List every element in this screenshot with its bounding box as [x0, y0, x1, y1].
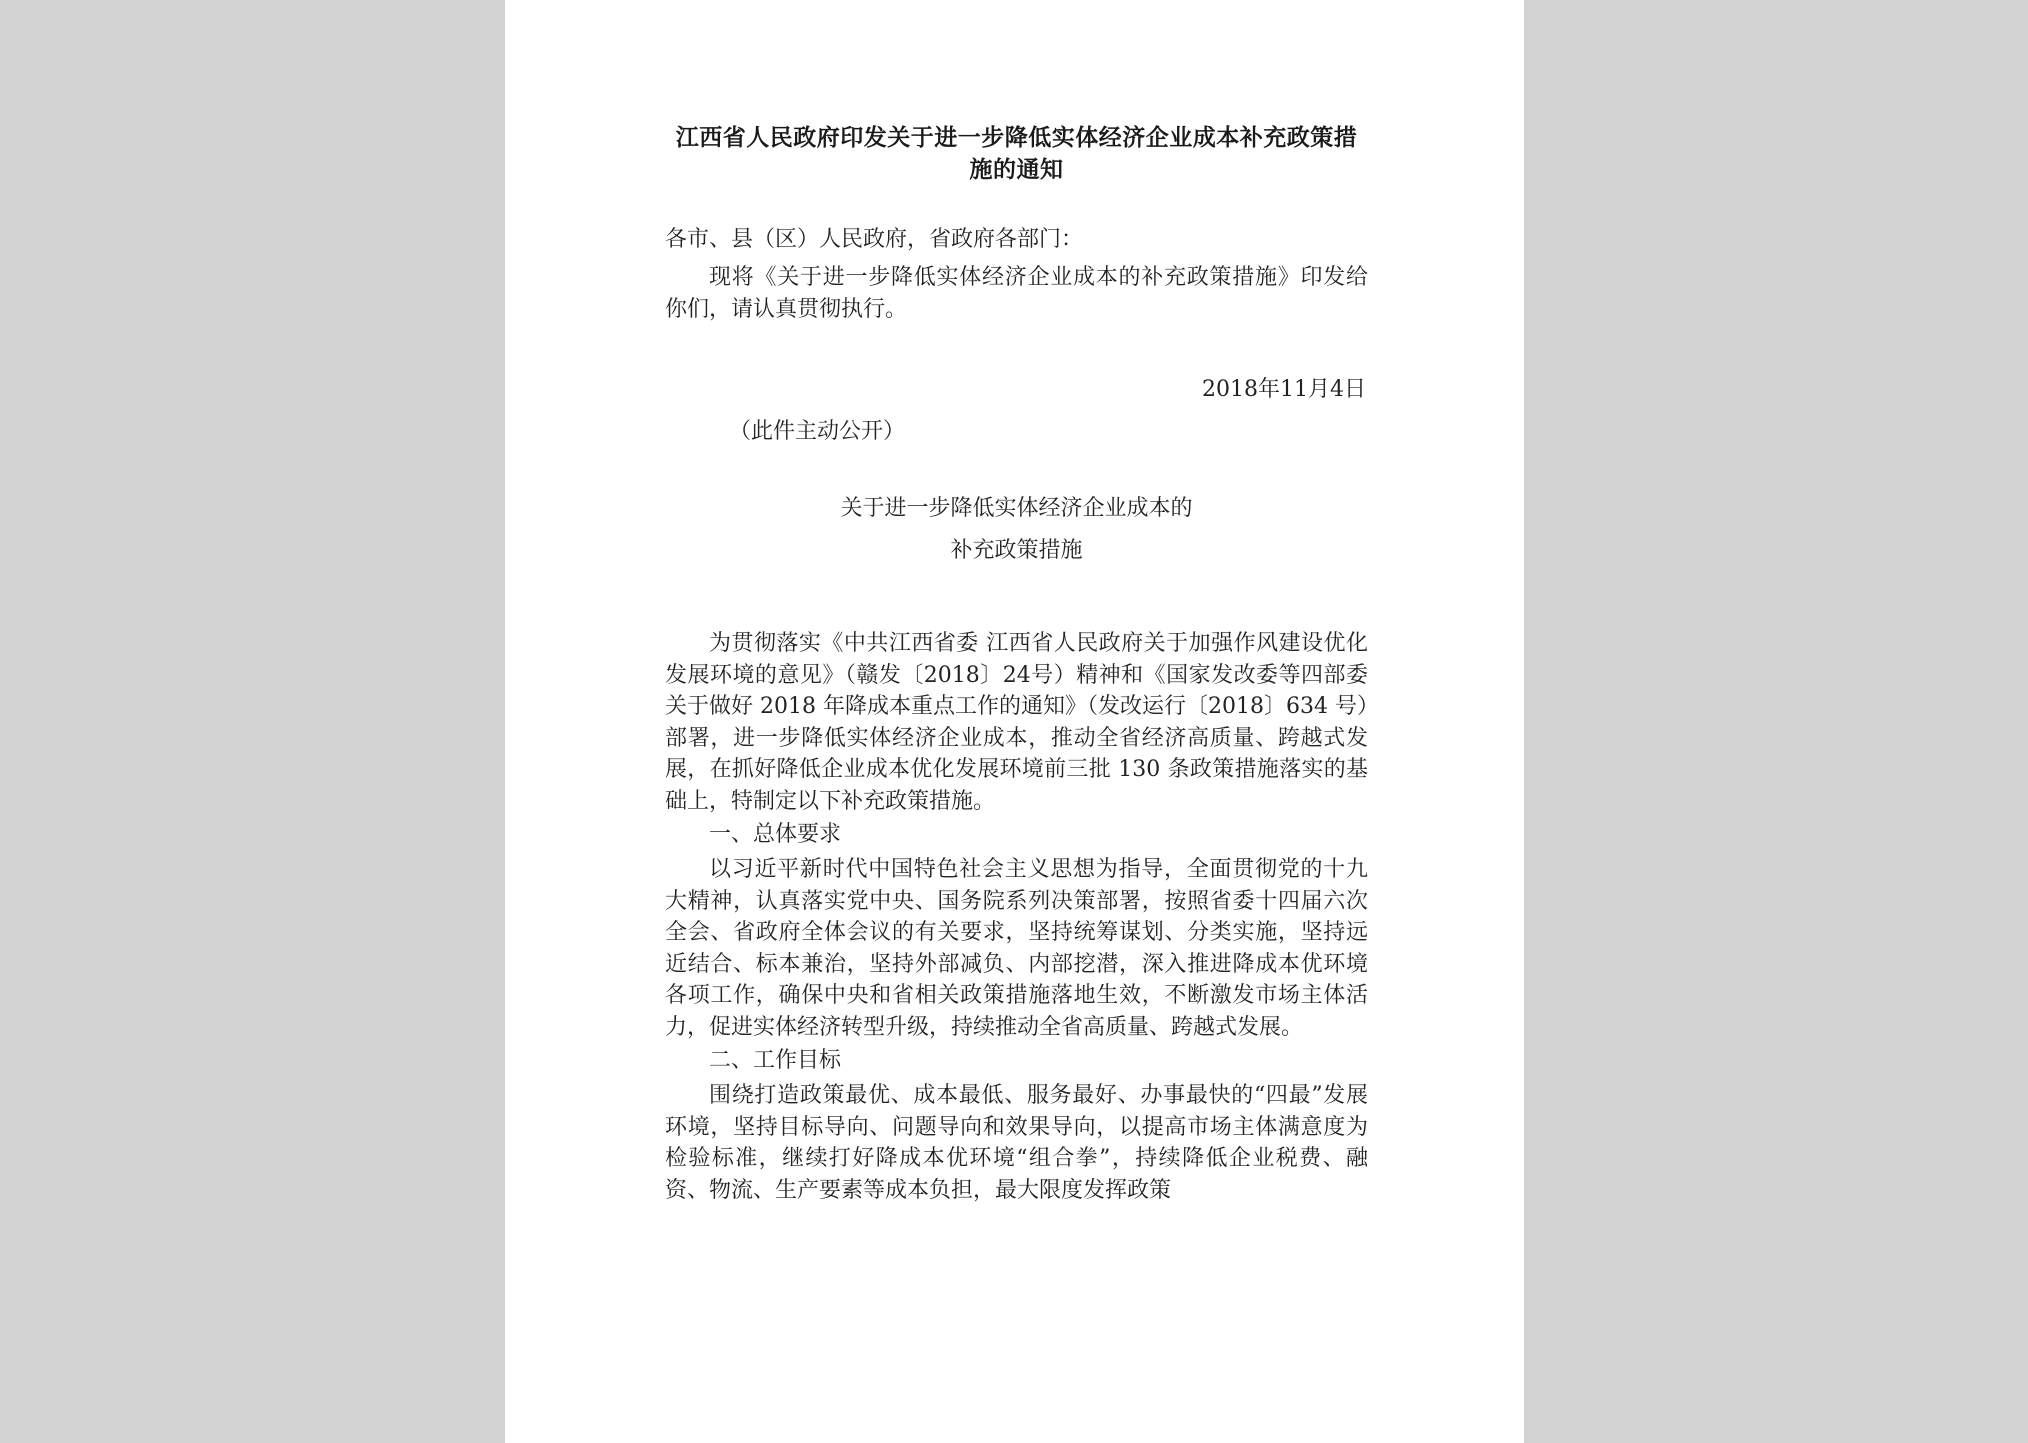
section-2-heading: 二、工作目标 — [709, 1048, 842, 1073]
measures-title-line-1: 关于进一步降低实体经济企业成本的 — [840, 496, 1193, 521]
salutation: 各市、县（区）人民政府，省政府各部门： — [665, 227, 1084, 252]
public-note: （此件主动公开） — [729, 419, 906, 444]
section-1-heading: 一、总体要求 — [709, 822, 842, 847]
measures-title-line-2: 补充政策措施 — [950, 538, 1083, 563]
intro-paragraph: 为贯彻落实《中共江西省委 江西省人民政府关于加强作风建设优化发展环境的意见》（赣发〔2018〕24号）精神和《国家发改委等四部委关于做好 2018 年降成本重点工作的通知》（发改运行〔2018〕634 号）部署，进一步降低实体经济企业成本，推动全省经济高质量、跨越式发展，在抓好降低企业成本优化发展环境前三批 130 条政策措施落实的基础上，特制定以下补充政策措施。 — [665, 631, 1368, 814]
document-title: 江西省人民政府印发关于进一步降低实体经济企业成本补充政策措施的通知 — [675, 125, 1358, 183]
issue-date: 2018年11月4日 — [1202, 377, 1366, 402]
section-1-body: 以习近平新时代中国特色社会主义思想为指导，全面贯彻党的十九大精神，认真落实党中央、国务院系列决策部署，按照省委十四届六次全会、省政府全体会议的有关要求，坚持统筹谋划、分类实施，坚持远近结合、标本兼治，坚持外部减负、内部挖潜，深入推进降成本优环境各项工作，确保中央和省相关政策措施落地生效，不断激发市场主体活力，促进实体经济转型升级，持续推动全省高质量、跨越式发展。 — [665, 857, 1368, 1040]
document-page — [505, 0, 1524, 1443]
measures-title — [665, 488, 1368, 572]
notice-body: 现将《关于进一步降低实体经济企业成本的补充政策措施》印发给你们，请认真贯彻执行。 — [665, 265, 1368, 322]
section-2-body: 围绕打造政策最优、成本最低、服务最好、办事最快的“四最”发展环境，坚持目标导向、问题导向和效果导向，以提高市场主体满意度为检验标准，继续打好降成本优环境“组合拳”，持续降低企业税费、融资、物流、生产要素等成本负担，最大限度发挥政策 — [665, 1083, 1368, 1203]
document-content — [665, 122, 1368, 1206]
